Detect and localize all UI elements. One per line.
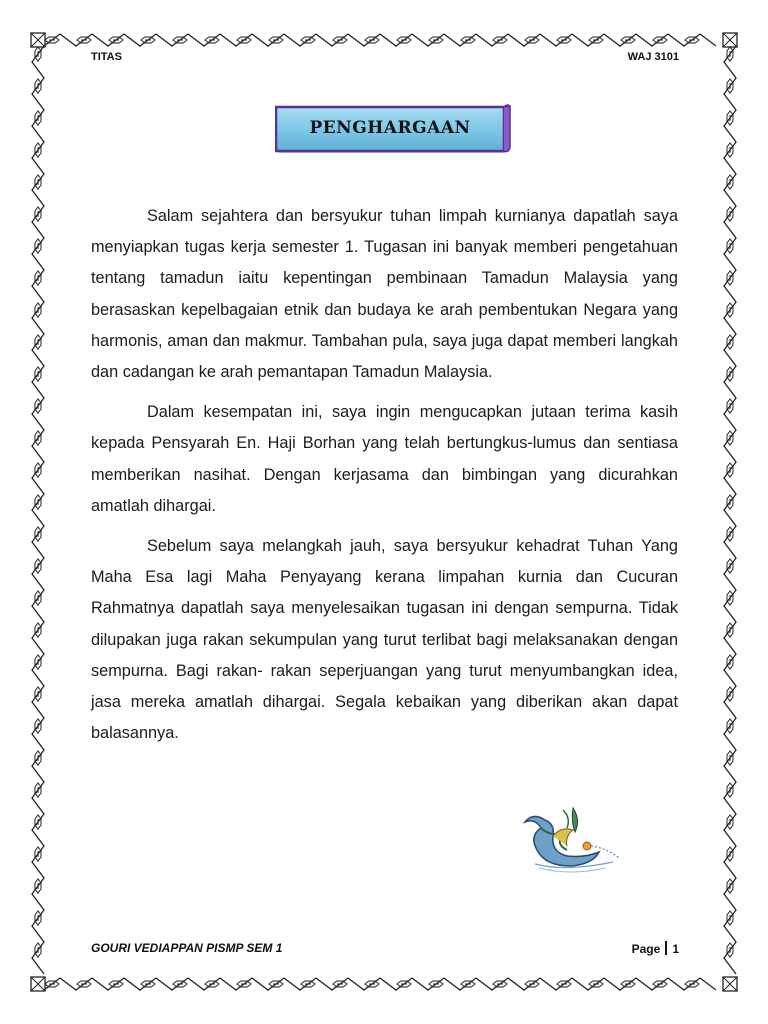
- footer-author: GOURI VEDIAPPAN PISMP SEM 1: [91, 941, 283, 955]
- swan-ornament-icon: [515, 806, 625, 876]
- paragraph-thanks-friends: Sebelum saya melangkah jauh, saya bersyukur kehadrat Tuhan Yang Maha Esa lagi Maha Penyayang kerana limpahan kurnia dan Cucuran Rahmatnya dapatlah saya menyelesaikan tugasan ini dengan sempurna. Tidak dilupakan juga rakan sekumpulan yang turut terlibat bagi melaksanakan dengan sempurna. Bagi rakan- rakan seperjuangan yang turut menyumbangkan idea, jasa mereka amatlah dihargai. Segala kebaikan yang diberikan akan dapat balasannya.: [91, 537, 678, 743]
- footer-page-number: [632, 941, 679, 956]
- paragraph-greeting: Salam sejahtera dan bersyukur tuhan limpah kurnianya dapatlah saya menyiapkan tugas kerja semester 1. Tugasan ini banyak memberi pengetahuan tentang tamadun iaitu kepentingan pembinaan Tamadun Malaysia yang berasaskan kepelbagaian etnik dan budaya ke arah pembentukan Negara yang harmonis, aman dan makmur. Tambahan pula, saya juga dapat memberi langkah dan cadangan ke arah pemantapan Tamadun Malaysia.: [91, 207, 678, 382]
- header-subject-code: WAJ 3101: [627, 51, 679, 63]
- header-course-code: TITAS: [91, 51, 122, 63]
- page-number: 1: [672, 942, 679, 956]
- page-separator: [665, 941, 667, 955]
- page-label: Page: [631, 942, 661, 956]
- title-banner: [275, 103, 511, 155]
- body-text: [91, 201, 678, 758]
- paragraph-thanks-lecturer: Dalam kesempatan ini, saya ingin mengucapkan jutaan terima kasih kepada Pensyarah En. Haji Borhan yang telah bertungkus-lumus dan sentiasa memberikan nasihat. Dengan kerjasama dan bimbingan yang dicurahkan amatlah dihargai.: [91, 403, 678, 515]
- page-title: PENGHARGAAN: [309, 118, 471, 138]
